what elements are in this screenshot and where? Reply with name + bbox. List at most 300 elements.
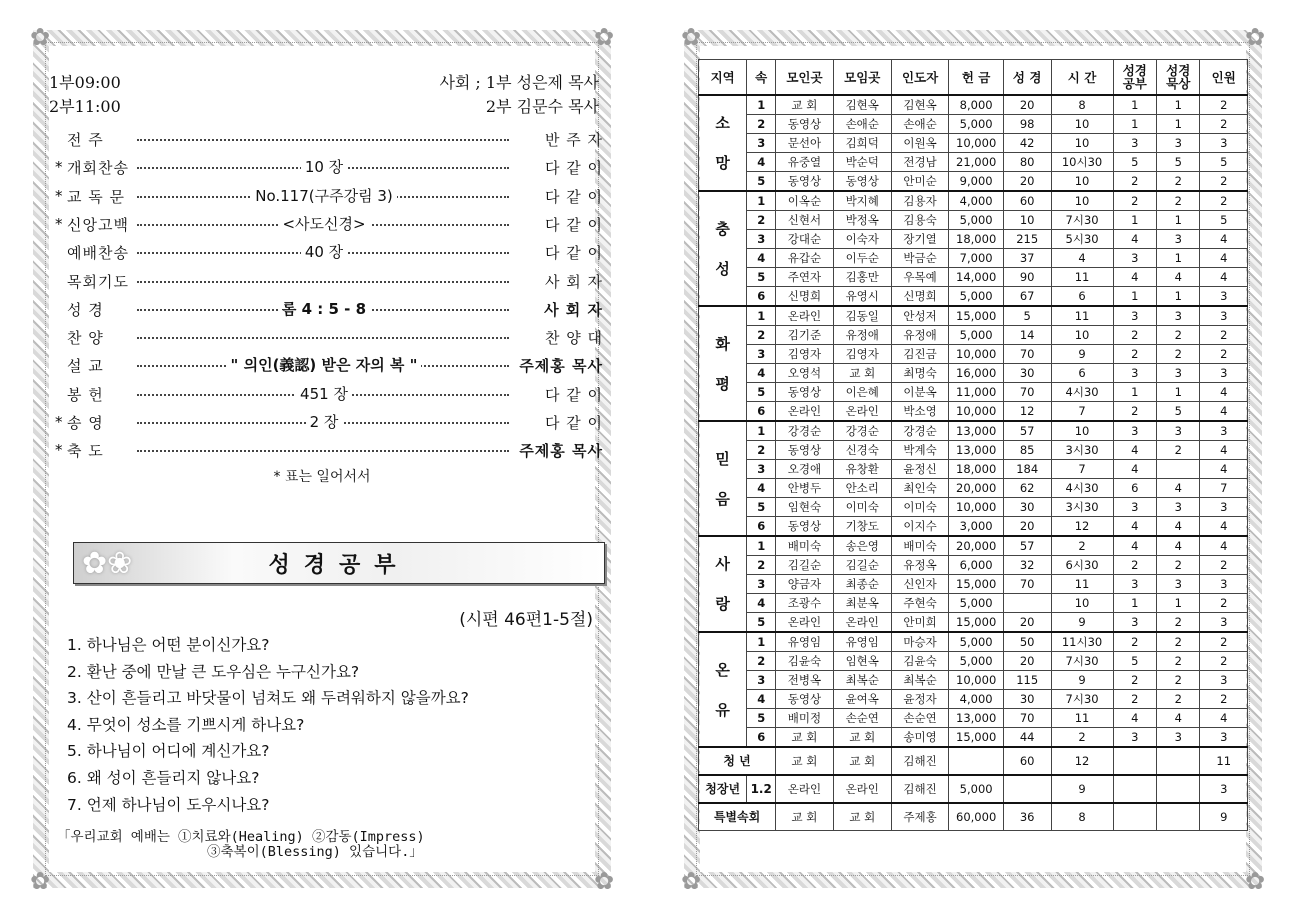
table-cell: 11	[1051, 268, 1113, 287]
table-cell: 교 회	[776, 728, 834, 748]
table-cell: 우목예	[891, 268, 949, 287]
table-cell: 이두순	[833, 249, 891, 268]
table-cell: 동영상	[776, 172, 834, 192]
table-cell: 13,000	[949, 709, 1003, 728]
table-cell: 김용자	[891, 191, 949, 211]
host-2: 2부 김문수 목사	[485, 97, 599, 116]
table-cell: 교 회	[776, 803, 834, 831]
table-cell: 1	[1113, 383, 1156, 402]
table-cell: 동영상	[776, 115, 834, 134]
table-cell: 70	[1003, 345, 1051, 364]
table-row	[699, 556, 1248, 575]
table-cell: 184	[1003, 460, 1051, 479]
table-cell: 70	[1003, 709, 1051, 728]
table-cell: 3	[1200, 364, 1248, 383]
table-cell: 이지수	[891, 517, 949, 537]
table-cell: 4	[1157, 517, 1200, 537]
table-cell: 9	[1051, 613, 1113, 633]
table-cell: 5,000	[949, 115, 1003, 134]
study-question: 4. 무엇이 성소를 기쁘시게 하나요?	[67, 715, 305, 734]
column-header: 모임곳	[833, 60, 891, 96]
table-cell: 10	[1051, 326, 1113, 345]
table-cell: 30	[1003, 498, 1051, 517]
table-cell: 박순덕	[833, 153, 891, 172]
table-cell: 3	[1200, 575, 1248, 594]
table-cell: 이미숙	[833, 498, 891, 517]
order-item-label: 송 영	[67, 413, 104, 432]
table-cell: 5	[1157, 402, 1200, 422]
order-row	[55, 213, 603, 235]
table-cell: 2	[1157, 690, 1200, 709]
table-cell: 4	[1113, 709, 1156, 728]
table-row	[699, 441, 1248, 460]
service-time-1: 1부09:00	[49, 73, 121, 92]
cell-number: 1	[747, 306, 776, 326]
cell-number: 4	[747, 690, 776, 709]
table-cell: 7	[1200, 479, 1248, 498]
table-cell: 1	[1157, 249, 1200, 268]
table-cell: 4시30	[1051, 383, 1113, 402]
table-row	[699, 402, 1248, 422]
table-body	[699, 95, 1248, 831]
table-cell: 12	[1051, 747, 1113, 775]
table-cell: 강경순	[833, 421, 891, 441]
table-cell: 윤여옥	[833, 690, 891, 709]
table-cell: 2	[1051, 536, 1113, 556]
table-cell: 1	[1157, 211, 1200, 230]
table-cell: 최종순	[833, 575, 891, 594]
order-item-label: 예배찬송	[67, 243, 129, 262]
order-item-detail: 롬 4 : 5 - 8	[278, 300, 370, 318]
table-cell: 신경숙	[833, 441, 891, 460]
table-cell: 강경순	[776, 421, 834, 441]
table-cell: 유정애	[833, 326, 891, 345]
table-cell: 10,000	[949, 498, 1003, 517]
table-cell: 온라인	[776, 613, 834, 633]
service-time-row-2	[49, 94, 599, 117]
cell-number: 5	[747, 498, 776, 517]
motto-line-2: ③축복이(Blessing) 있습니다.」	[207, 844, 423, 860]
order-item-label: 축 도	[67, 441, 104, 460]
table-cell: 유영임	[776, 632, 834, 652]
table-cell: 유창환	[833, 460, 891, 479]
table-cell: 윤정신	[891, 460, 949, 479]
table-cell: 90	[1003, 268, 1051, 287]
order-row	[55, 298, 603, 320]
flower-ornament-icon: ✿	[680, 867, 702, 895]
flower-ornament-icon: ✿	[593, 23, 615, 51]
table-cell: 유영임	[833, 632, 891, 652]
table-cell: 3	[1157, 575, 1200, 594]
table-cell: 7	[1051, 460, 1113, 479]
table-cell: 8	[1051, 95, 1113, 115]
table-cell: 3	[1113, 134, 1156, 153]
region-cell: 소 망	[699, 95, 747, 191]
banner-title: 성경공부	[268, 553, 410, 578]
cell-number: 2	[747, 326, 776, 345]
table-cell: 유영시	[833, 287, 891, 307]
standing-note: * 표는 일어서서	[273, 469, 371, 485]
table-cell: 5	[1113, 153, 1156, 172]
table-cell: 3	[1200, 498, 1248, 517]
table-cell: 2	[1113, 172, 1156, 192]
table-cell: 4	[1200, 441, 1248, 460]
table-cell: 4	[1157, 536, 1200, 556]
flower-ornament-icon: ✿	[29, 23, 51, 51]
cell-number: 5	[747, 613, 776, 633]
column-header: 인원	[1200, 60, 1248, 96]
table-row	[699, 536, 1248, 556]
table-cell: 3	[1200, 421, 1248, 441]
table-cell: 2	[1157, 671, 1200, 690]
table-cell: 70	[1003, 575, 1051, 594]
table-cell: 오경애	[776, 460, 834, 479]
flower-bouquet-icon: ✿❀	[82, 546, 133, 581]
table-cell: 3	[1157, 498, 1200, 517]
table-cell: 3	[1113, 421, 1156, 441]
table-row	[699, 709, 1248, 728]
table-cell: 3	[1113, 728, 1156, 748]
standing-marker: *	[55, 187, 63, 205]
table-cell: 5,000	[949, 211, 1003, 230]
table-cell: 유정애	[891, 326, 949, 345]
table-cell: 7시30	[1051, 211, 1113, 230]
table-cell: 4,000	[949, 191, 1003, 211]
dotted-leader	[133, 439, 515, 461]
special-label: 청장년	[699, 775, 747, 803]
table-cell: 김윤숙	[776, 652, 834, 671]
table-cell: 김길순	[776, 556, 834, 575]
special-row	[699, 775, 1248, 803]
flower-ornament-icon: ✿	[593, 867, 615, 895]
order-item-detail: No.117(구주강림 3)	[251, 187, 397, 205]
table-cell: 2	[1200, 632, 1248, 652]
table-cell: 4	[1200, 249, 1248, 268]
table-cell	[1113, 803, 1156, 831]
order-item-label: 봉 헌	[67, 385, 104, 404]
table-row	[699, 652, 1248, 671]
table-row	[699, 728, 1248, 748]
table-cell: 15,000	[949, 728, 1003, 748]
table-row	[699, 671, 1248, 690]
table-cell: 최복순	[891, 671, 949, 690]
table-cell: 3	[1157, 364, 1200, 383]
table-cell: 온라인	[776, 306, 834, 326]
table-cell: 교 회	[776, 747, 834, 775]
table-cell: 김용숙	[891, 211, 949, 230]
table-cell: 215	[1003, 230, 1051, 249]
table-cell: 5	[1157, 153, 1200, 172]
cell-number: 1	[747, 95, 776, 115]
table-cell: 3,000	[949, 517, 1003, 537]
cell-number: 4	[747, 249, 776, 268]
table-cell: 교 회	[833, 364, 891, 383]
order-item-label: 성 경	[67, 300, 104, 319]
table-cell: 온라인	[833, 775, 891, 803]
table-cell: 2	[1200, 326, 1248, 345]
table-cell: 2	[1113, 402, 1156, 422]
dotted-leader	[133, 326, 515, 348]
table-cell: 1	[1157, 594, 1200, 613]
flower-ornament-icon: ✿	[1244, 23, 1266, 51]
table-cell: 유중열	[776, 153, 834, 172]
table-cell: 주현숙	[891, 594, 949, 613]
table-cell: 70	[1003, 383, 1051, 402]
table-cell: 양금자	[776, 575, 834, 594]
table-cell: 11	[1051, 575, 1113, 594]
table-cell: 임현옥	[833, 652, 891, 671]
column-header: 성경 공부	[1113, 60, 1156, 96]
table-row	[699, 153, 1248, 172]
table-cell: 4	[1157, 709, 1200, 728]
table-cell: 김기준	[776, 326, 834, 345]
table-cell: 2	[1200, 652, 1248, 671]
region-cell: 충 성	[699, 191, 747, 306]
table-cell: 이옥순	[776, 191, 834, 211]
table-cell: 4	[1113, 230, 1156, 249]
table-cell: 10	[1051, 115, 1113, 134]
table-cell: 2	[1113, 191, 1156, 211]
table-cell: 2	[1157, 172, 1200, 192]
table-cell: 5,000	[949, 326, 1003, 345]
table-cell: 5	[1113, 652, 1156, 671]
table-cell: 9	[1200, 803, 1248, 831]
column-header: 지역	[699, 60, 747, 96]
table-cell	[949, 747, 1003, 775]
table-cell: 김길순	[833, 556, 891, 575]
table-cell: 67	[1003, 287, 1051, 307]
table-cell: 57	[1003, 421, 1051, 441]
motto-line-1: 「우리교회 예배는 ①치료와(Healing) ②감동(Impress)	[57, 829, 425, 845]
table-cell: 5	[1200, 153, 1248, 172]
table-row	[699, 306, 1248, 326]
table-cell: 마승자	[891, 632, 949, 652]
special-sub-label: 1.2	[747, 775, 776, 803]
table-cell: 손순연	[891, 709, 949, 728]
table-cell: 3시30	[1051, 441, 1113, 460]
order-item-leader: 사 회 자	[544, 300, 603, 319]
dotted-leader	[133, 270, 515, 292]
table-cell: 12	[1003, 402, 1051, 422]
table-cell: 2	[1200, 172, 1248, 192]
table-cell: 36	[1003, 803, 1051, 831]
table-cell: 30	[1003, 690, 1051, 709]
table-cell: 3	[1113, 306, 1156, 326]
table-cell: 윤정자	[891, 690, 949, 709]
table-cell: 김영자	[776, 345, 834, 364]
table-cell: 박정옥	[833, 211, 891, 230]
cell-number: 3	[747, 230, 776, 249]
cell-number: 2	[747, 556, 776, 575]
flower-ornament-icon: ✿	[29, 867, 51, 895]
table-row	[699, 364, 1248, 383]
table-cell: 14	[1003, 326, 1051, 345]
table-cell: 안미순	[891, 172, 949, 192]
table-row	[699, 191, 1248, 211]
cell-number: 4	[747, 479, 776, 498]
table-cell: 박계숙	[891, 441, 949, 460]
table-cell: 37	[1003, 249, 1051, 268]
cell-number: 5	[747, 268, 776, 287]
table-cell: 98	[1003, 115, 1051, 134]
table-cell	[1157, 460, 1200, 479]
table-cell: 15,000	[949, 575, 1003, 594]
dotted-leader	[133, 298, 515, 320]
table-row	[699, 268, 1248, 287]
table-cell: 안미희	[891, 613, 949, 633]
table-cell: 교 회	[833, 803, 891, 831]
table-cell: 4	[1200, 517, 1248, 537]
table-cell: 송미영	[891, 728, 949, 748]
cell-number: 2	[747, 441, 776, 460]
table-cell: 13,000	[949, 421, 1003, 441]
table-cell: 손애순	[833, 115, 891, 134]
special-label: 특별속회	[699, 803, 776, 831]
bible-study-banner	[73, 542, 605, 584]
order-item-label: 교 독 문	[67, 187, 126, 206]
cell-number: 2	[747, 115, 776, 134]
table-cell: 3	[1157, 230, 1200, 249]
table-cell: 11	[1200, 747, 1248, 775]
service-time-2: 2부11:00	[49, 97, 121, 116]
table-cell: 2	[1200, 115, 1248, 134]
table-cell: 3	[1200, 728, 1248, 748]
order-item-label: 전 주	[67, 130, 104, 149]
column-header: 속	[747, 60, 776, 96]
table-cell: 10	[1051, 134, 1113, 153]
table-cell: 2	[1113, 690, 1156, 709]
table-cell: 85	[1003, 441, 1051, 460]
cell-number: 6	[747, 402, 776, 422]
cell-number: 4	[747, 153, 776, 172]
order-item-detail: 2 장	[306, 413, 343, 431]
table-cell: 10시30	[1051, 153, 1113, 172]
table-cell: 5,000	[949, 632, 1003, 652]
table-cell: 유정옥	[891, 556, 949, 575]
table-cell: 박금순	[891, 249, 949, 268]
table-cell: 18,000	[949, 230, 1003, 249]
table-cell: 온라인	[776, 402, 834, 422]
table-row	[699, 594, 1248, 613]
flower-ornament-icon: ✿	[680, 23, 702, 51]
service-time-row-1	[49, 70, 599, 93]
table-cell: 김홍만	[833, 268, 891, 287]
table-cell: 4	[1113, 517, 1156, 537]
table-row	[699, 115, 1248, 134]
table-cell: 전경남	[891, 153, 949, 172]
column-header: 시 간	[1051, 60, 1113, 96]
table-cell: 3	[1200, 671, 1248, 690]
order-item-leader: 사 회 자	[544, 272, 603, 291]
table-cell: 2	[1157, 556, 1200, 575]
table-cell: 송은영	[833, 536, 891, 556]
table-cell: 김해진	[891, 775, 949, 803]
table-header-row	[699, 60, 1248, 96]
table-row	[699, 690, 1248, 709]
table-cell: 7시30	[1051, 652, 1113, 671]
table-cell: 이숙자	[833, 230, 891, 249]
order-item-label: 찬 양	[67, 328, 104, 347]
table-cell: 10,000	[949, 402, 1003, 422]
table-cell: 13,000	[949, 441, 1003, 460]
table-row	[699, 383, 1248, 402]
dotted-leader	[133, 185, 515, 207]
table-row	[699, 95, 1248, 115]
table-cell: 김진금	[891, 345, 949, 364]
table-cell: 동영상	[776, 383, 834, 402]
table-cell: 3	[1157, 728, 1200, 748]
table-cell: 동영상	[776, 690, 834, 709]
study-question: 3. 산이 흔들리고 바닷물이 넘쳐도 왜 두려워하지 않을까요?	[67, 689, 469, 708]
cell-number: 1	[747, 421, 776, 441]
table-cell: 2	[1200, 594, 1248, 613]
table-cell: 교 회	[776, 95, 834, 115]
cell-number: 5	[747, 383, 776, 402]
table-cell: 3	[1113, 498, 1156, 517]
table-cell: 11	[1051, 709, 1113, 728]
table-cell: 9	[1051, 671, 1113, 690]
table-cell: 7	[1051, 402, 1113, 422]
table-cell: 5	[1200, 211, 1248, 230]
table-cell: 20	[1003, 172, 1051, 192]
special-row	[699, 747, 1248, 775]
order-row	[55, 270, 603, 292]
table-row	[699, 613, 1248, 633]
table-cell: 배미숙	[776, 536, 834, 556]
special-row	[699, 803, 1248, 831]
table-cell: 60,000	[949, 803, 1003, 831]
table-row	[699, 517, 1248, 537]
scripture-reference: (시편 46편1-5절)	[459, 610, 593, 630]
order-row	[55, 439, 603, 461]
table-cell: 안성저	[891, 306, 949, 326]
table-row	[699, 230, 1248, 249]
table-row	[699, 326, 1248, 345]
table-row	[699, 172, 1248, 192]
table-cell: 115	[1003, 671, 1051, 690]
church-motto	[57, 830, 425, 860]
table-cell: 15,000	[949, 306, 1003, 326]
table-cell: 9	[1051, 345, 1113, 364]
table-cell: 김동일	[833, 306, 891, 326]
standing-marker: *	[55, 413, 63, 431]
table-cell: 21,000	[949, 153, 1003, 172]
table-cell: 손순연	[833, 709, 891, 728]
table-cell: 4	[1113, 268, 1156, 287]
order-item-label: 개회찬송	[67, 158, 129, 177]
order-item-leader: 다 같 이	[544, 187, 603, 206]
order-item-detail: 10 장	[301, 158, 347, 176]
table-cell: 9,000	[949, 172, 1003, 192]
column-header: 모인곳	[776, 60, 834, 96]
table-cell: 8	[1051, 803, 1113, 831]
column-header: 성 경	[1003, 60, 1051, 96]
table-cell: 4	[1113, 536, 1156, 556]
cell-number: 6	[747, 287, 776, 307]
table-cell: 김해진	[891, 747, 949, 775]
table-cell: 2	[1200, 690, 1248, 709]
table-cell: 10	[1051, 421, 1113, 441]
order-item-leader: 다 같 이	[544, 158, 603, 177]
table-cell: 42	[1003, 134, 1051, 153]
order-item-label: 신앙고백	[67, 215, 129, 234]
table-cell: 60	[1003, 747, 1051, 775]
order-item-leader: 다 같 이	[544, 215, 603, 234]
table-cell: 4시30	[1051, 479, 1113, 498]
table-cell: 최복순	[833, 671, 891, 690]
table-cell: 60	[1003, 191, 1051, 211]
table-cell: 10	[1051, 191, 1113, 211]
